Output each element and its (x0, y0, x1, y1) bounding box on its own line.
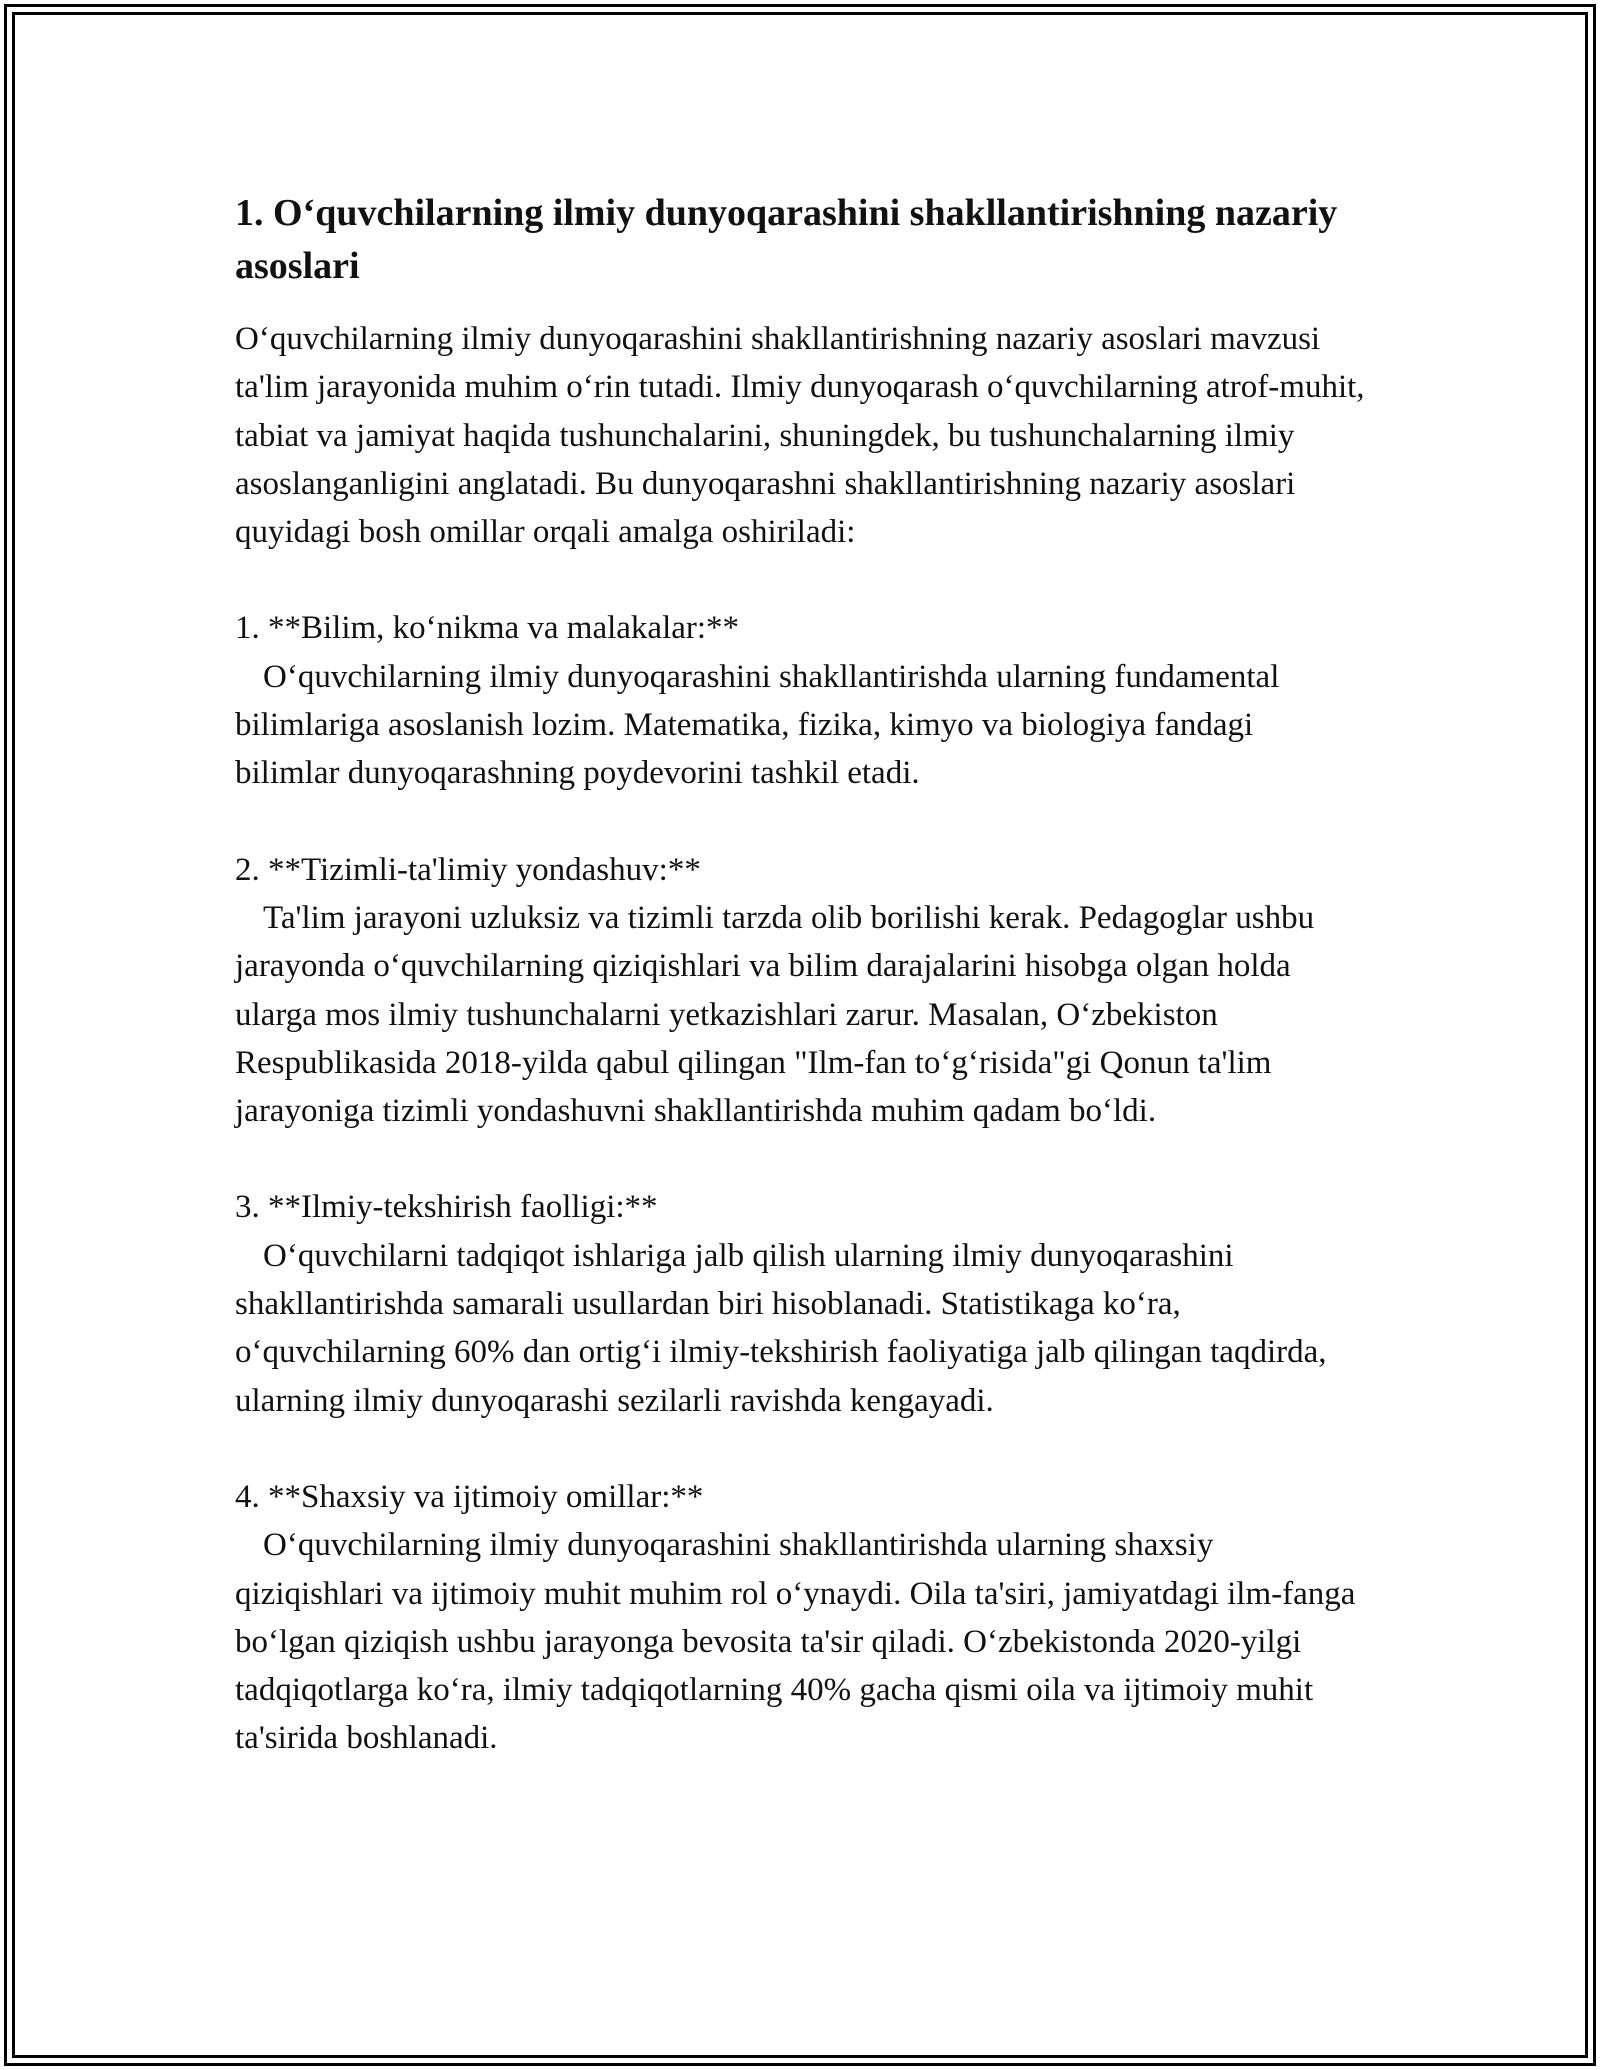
section-personal-social-factors (235, 1473, 1365, 1763)
section-knowledge-skills (235, 604, 1365, 797)
section-body: O‘quvchilarning ilmiy dunyoqarashini shakllantirishda ularning fundamental bilimlariga asoslanish lozim. Matematika, fizika, kimyo va biologiya fandagi bilimlar dunyoqarashning poydevorini tashkil etadi. (235, 658, 1280, 792)
section-body: O‘quvchilarning ilmiy dunyoqarashini shakllantirishda ularning shaxsiy qiziqishlari va ijtimoiy muhit muhim rol o‘ynaydi. Oila ta'siri, jamiyatdagi ilm-fanga bo‘lgan qiziqish ushbu jarayonga bevosita ta'sir qiladi. O‘zbekistonda 2020-yilgi tadqiqotlarga ko‘ra, ilmiy tadqiqotlarning 40% gacha qismi oila va ijtimoiy muhit ta'sirida boshlanadi. (235, 1527, 1356, 1757)
section-body: Ta'lim jarayoni uzluksiz va tizimli tarzda olib borilishi kerak. Pedagoglar ushbu jarayonda o‘quvchilarning qiziqishlari va bilim darajalarini hisobga olgan holda ularga mos ilmiy tushunchalarni yetkazishlari zarur. Masalan, O‘zbekiston Respublikasida 2018-yilda qabul qilingan "Ilm-fan to‘g‘risida"gi Qonun ta'lim jarayoniga tizimli yondashuvni shakllantirishda muhim qadam bo‘ldi. (235, 899, 1315, 1130)
section-body: O‘quvchilarni tadqiqot ishlariga jalb qilish ularning ilmiy dunyoqarashini shakllantirishda samarali usullardan biri hisoblanadi. Statistikaga ko‘ra, o‘quvchilarning 60% dan ortig‘i ilmiy-tekshirish faoliyatiga jalb qilingan taqdirda, ularning ilmiy dunyoqarashi sezilarli ravishda kengayadi. (235, 1237, 1327, 1419)
section-heading: 1. **Bilim, ko‘nikma va malakalar:** (235, 610, 740, 647)
document-body (235, 187, 1365, 1763)
section-heading: 4. **Shaxsiy va ijtimoiy omillar:** (235, 1478, 704, 1515)
section-research-activity (235, 1183, 1365, 1424)
intro-paragraph: O‘quvchilarning ilmiy dunyoqarashini shakllantirishning nazariy asoslari mavzusi ta'lim jarayonida muhim o‘rin tutadi. Ilmiy dunyoqarash o‘quvchilarning atrof-muhit, tabiat va jamiyat haqida tushunchalarini, shuningdek, bu tushunchalarning ilmiy asoslanganligini anglatadi. Bu dunyoqarashni shakllantirishning nazariy asoslari quyidagi bosh omillar orqali amalga oshiriladi: (235, 321, 1365, 551)
section-heading: 3. **Ilmiy-tekshirish faolligi:** (235, 1189, 658, 1226)
document-title: 1. O‘quvchilarning ilmiy dunyoqarashini shakllantirishning nazariy asoslari (235, 192, 1338, 287)
section-heading: 2. **Tizimli-ta'limiy yondashuv:** (235, 851, 701, 888)
section-systematic-approach (235, 846, 1365, 1136)
